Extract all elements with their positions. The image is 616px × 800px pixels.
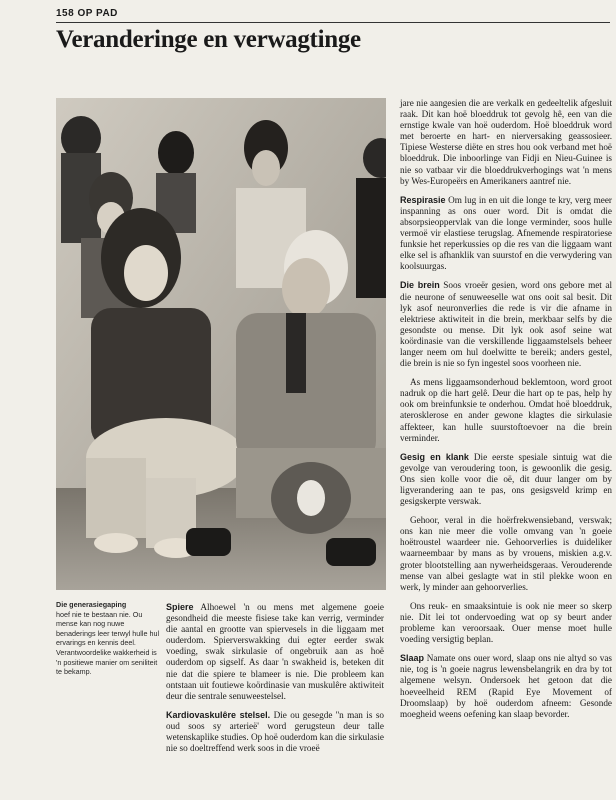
- paragraph-text: Soos vroeër gesien, word ons gebore met al die neurone of senuweeselle wat ons ooit sal besit. Dit lyk asof neuronverlies die rede is vir die afname in elektriese aktiwiteit in die brein, merkbaar selfs by die gesondste ou mense. Dit lyk ook asof seine wat koördinasie van die verskillende liggaamstelsels beheer langer neem om hul doelwitte te bereik; anders gestel, die brein is nie so fyn ingestel soos voorheen nie.: [400, 280, 612, 369]
- right-text-column: [400, 98, 612, 728]
- paragraph-text: Ons reuk- en smaaksintuie is ook nie meer so skerp nie. Dit lei tot ondervoeding wat op sy beurt ander probleme kan veroorsaak. Ouer mense moet hulle voeding versigtig beplan.: [400, 600, 612, 645]
- paragraph-text: As mens liggaamsonderhoud beklemtoon, word groot nadruk op die hart gelê. Deur die hart op te pas, help hy ook om breinfunksie te onderhou. Omdat hoë bloeddruk, aterosklerose en ander gewone klagtes die sirkulasie affekteer, kan hulle suurstoftoevoer na die brein verminder.: [400, 377, 612, 443]
- paragraph-text: Die eerste spesiale sintuig wat die gevolge van veroudering toon, is gewoonlik die gesig. Ons sien kolle voor die oë, dit duur langer om by ligverandering aan te pas, ons gesigsveld krimp en gesigskerpte verswak.: [400, 451, 613, 507]
- caption-heading: Die generasiegaping: [56, 600, 127, 609]
- paragraph-heading: Kardiovaskulêre stelsel.: [166, 709, 271, 720]
- header-rule: [56, 22, 610, 23]
- paragraph-text: Die ou gesegde ''n man is so oud soos sy arterieë' word gerugsteun deur talle wetenskaplike studies. Op hoë ouderdom kan die sirkulasie nie so doeltreffend werk soos in die vroeë: [166, 709, 384, 754]
- photo-caption: [56, 600, 160, 677]
- paragraph-heading: Gesig en klank: [400, 451, 469, 462]
- paragraph-heading: Die brein: [400, 280, 440, 291]
- paragraph: [400, 280, 612, 369]
- paragraph-heading: Slaap: [400, 653, 425, 664]
- photo-old-man-and-youths: [56, 98, 386, 590]
- paragraph: [400, 195, 612, 273]
- paragraph-text: Gehoor, veral in die hoërfrekwensieband, verswak; ons kan nie meer die volle omvang van 'n goeie hoëtroustel waardeer nie. Gehoorverlies is duideliker waarneembaar by mans as by vrouens, miskien a.g.v. groter blootstelling aan nywerheidsgeraas. Verouderende mense van albei geslagte wat in stil plekke woon en werk, ly minder aan gehoorverlies.: [400, 515, 612, 592]
- paragraph-heading: Spiere: [166, 602, 194, 612]
- paragraph: [400, 601, 612, 645]
- paragraph: [400, 515, 612, 593]
- running-header: [56, 8, 616, 22]
- paragraph: [400, 377, 612, 444]
- paragraph-text: jare nie aangesien die are verkalk en gedeeltelik afgesluit raak. Dit kan hoë bloeddruk tot gevolg hê, een van die ernstige kwale van hoë ouderdom. Hoë bloeddruk word met beroerte en hart- en nierversaking geassosieer. Tipiese Westerse diëte en stres hou ook verband met hoë bloeddruk. Die inboorlinge van Fidji en Nieu-Guinee is nie so vatbaar vir die bloeddrukverhogings wat 'n mens by Wes-Europeërs en Amerikaners aantref nie.: [400, 98, 612, 186]
- paragraph: [400, 653, 612, 720]
- paragraph: [400, 98, 612, 187]
- paragraph-text: Namate ons ouer word, slaap ons nie altyd so vas nie, tog is 'n goeie nagrus lewensbelangrik en dra by tot algemene welsyn. Ondersoek het getoon dat die hoeveelheid REM (Rapid Eye Movement of Droomslaap) by hoë ouderdom afneem: Gesonde moegheid weens oefening kan slaap bevorder.: [400, 653, 612, 719]
- paragraph: [166, 602, 384, 702]
- page-number: 158 OP PAD: [56, 8, 118, 19]
- paragraph-text: Om lug in en uit die longe te kry, verg meer inspanning as ons ouer word. Dit is omdat die absorpsieoppervlak van die longe verminder, soos hulle vermoë vir elastiese terugslag. Afnemende respiratoriese funksie het reperkussies op die res van die liggaam want elke sel is afhanklik van suurstof en die verwydering van koolsuurgas.: [400, 194, 612, 272]
- article-title: Veranderinge en verwagtinge: [56, 26, 361, 53]
- paragraph: [166, 710, 384, 754]
- paragraph-text: Alhoewel 'n ou mens met algemene goeie gesondheid die meeste fisiese take kan verrig, verminder die aantal en grootte van spiervesels in die liggaam met ouderdom. Spierverswakking dui egter eerder swak voeding, swak sirkulasie of ongebruik aan as hoë ouderdom op sigself. As daar 'n swakheid is, beteken dit nie dat die spiere te blameer is nie. Die probleem kan ontstaan uit foutiewe koördinasie van muskulêre aktiwiteit deur die sentrale senuweestelsel.: [166, 602, 384, 701]
- left-text-column: [166, 602, 384, 762]
- paragraph: [400, 452, 612, 507]
- caption-text: hoef nie te bestaan nie. Ou mense kan nog nuwe benaderings leer terwyl hulle hul ervarings en kennis deel. Verantwoordelike wakkerheid is 'n positiewe manier om seniliteit te bekamp.: [56, 609, 160, 677]
- paragraph-heading: Respirasie: [400, 194, 446, 205]
